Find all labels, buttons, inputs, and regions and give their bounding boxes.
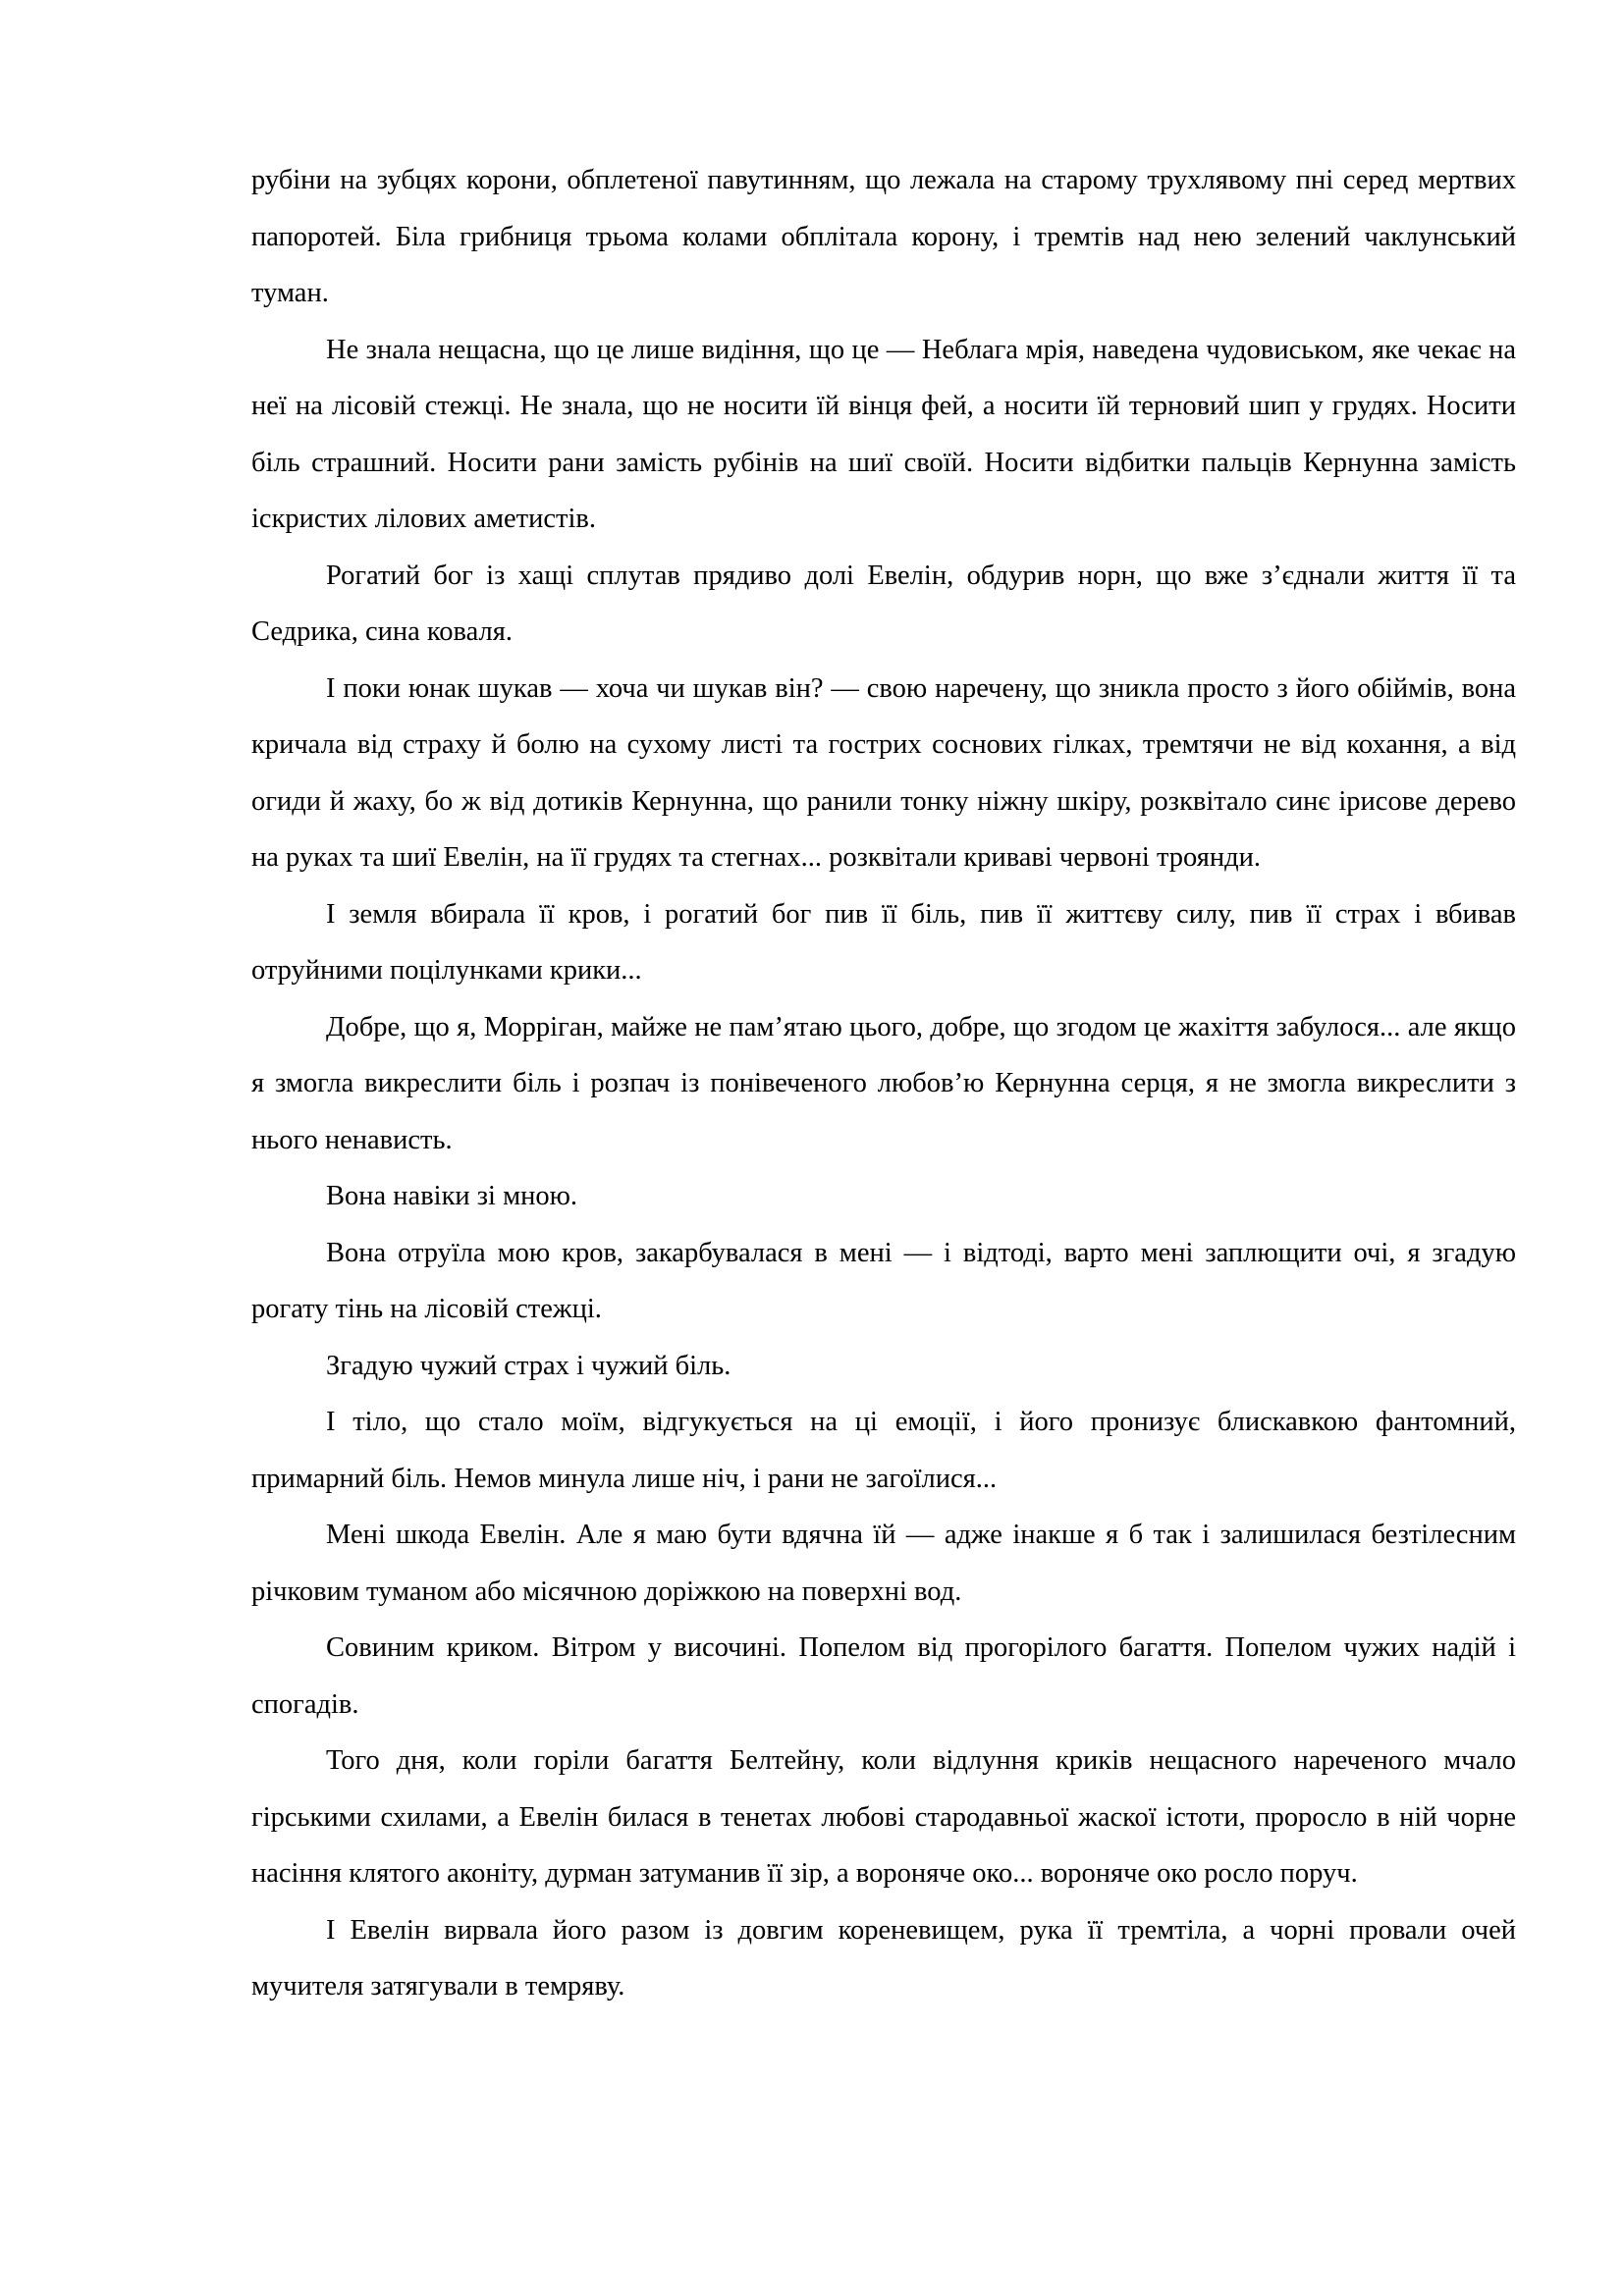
paragraph-5: І земля вбирала її кров, і рогатий бог пив її біль, пив її життєву силу, пив її страх і вбивав отруйними поцілунками крики... (251, 898, 1516, 986)
paragraph-10: І тіло, що стало моїм, відгукується на ці емоції, і його пронизує блискавкою фантомний, примарний біль. Немов минула лише ніч, і рани не загоїлися... (251, 1407, 1516, 1494)
paragraph-7: Вона навіки зі мною. (326, 1181, 578, 1211)
paragraph-4: І поки юнак шукав — хоча чи шукав він? — свою наречену, що зникла просто з його обіймів, вона кричала від страху й болю на сухому листі та гострих соснових гілках, тремтячи не від кохання, а від огиди й жаху, бо ж від дотиків Кернунна, що ранили тонку ніжну шкіру, розквітало синє ірисове дерево на руках та шиї Евелін, на її грудях та стегнах... розквітали криваві червоні троянди. (251, 672, 1516, 873)
paragraph-3: Рогатий бог із хащі сплутав прядиво долі Евелін, обдурив норн, що вже з’єднали життя її та Седрика, сина коваля. (251, 560, 1516, 647)
paragraph-12: Совиним криком. Вітром у височині. Попелом від прогорілого багаття. Попелом чужих надій і спогадів. (251, 1632, 1516, 1720)
paragraph-11: Мені шкода Евелін. Але я маю бути вдячна їй — адже інакше я б так і залишилася безтілесним річковим туманом або місячною доріжкою на поверхні вод. (251, 1520, 1516, 1607)
paragraph-8: Вона отруїла мою кров, закарбувалася в мені — і відтоді, варто мені заплющити очі, я згадую рогату тінь на лісовій стежці. (251, 1237, 1516, 1324)
paragraph-6: Добре, що я, Морріган, майже не пам’ятаю цього, добре, що згодом це жахіття забулося... але якщо я змогла викреслити біль і розпач із понівеченого любов’ю Кернунна серця, я не змогла викреслити з нього ненависть. (251, 1011, 1516, 1155)
paragraph-14: І Евелін вирвала його разом із довгим кореневищем, рука її тремтіла, а чорні провали очей мучителя затягували в темряву. (251, 1914, 1516, 2002)
paragraph-1: рубіни на зубцях корони, обплетеної павутинням, що лежала на старому трухлявому пні серед мертвих папоротей. Біла грибниця трьома колами обплітала корону, і тремтів над нею зелений чаклунський туман. (251, 165, 1516, 308)
paragraph-9: Згадую чужий страх і чужий біль. (326, 1350, 731, 1381)
document-body (251, 152, 1516, 2015)
paragraph-13: Того дня, коли горіли багаття Белтейну, коли відлуння криків нещасного нареченого мчало гірськими схилами, а Евелін билася в тенетах любові стародавньої жаскої істоти, проросло в ній чорне насіння клятого аконіту, дурман затуманив її зір, а вороняче око... вороняче око росло поруч. (251, 1745, 1516, 1889)
paragraph-2: Не знала нещасна, що це лише видіння, що це — Неблага мрія, наведена чудовиськом, яке чекає на неї на лісовій стежці. Не знала, що не носити їй вінця фей, а носити їй терновий шип у грудях. Носити біль страшний. Носити рани замість рубінів на шиї своїй. Носити відбитки пальців Кернунна замість іскристих лілових аметистів. (251, 334, 1516, 534)
